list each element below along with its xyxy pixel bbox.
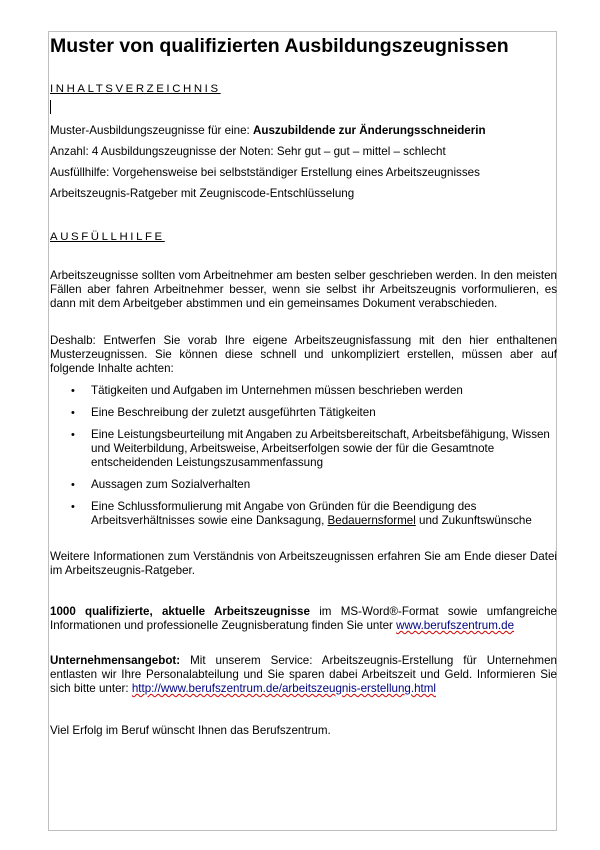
bullet-icon: • <box>71 501 75 513</box>
toc-line-1-bold: Auszubildende zur Änderungsschneiderin <box>253 124 486 137</box>
offer-paragraph: 1000 qualifizierte, aktuelle Arbeitszeugnisse im MS-Word®-Format sowie umfangreiche Informationen und professionelle Zeugnisberatung finden Sie unter www.berufszentrum.de <box>50 605 557 632</box>
bullet-icon: • <box>71 479 75 491</box>
bullet-icon: • <box>71 429 75 441</box>
bullet-icon: • <box>71 385 75 397</box>
document-title: Muster von qualifizierten Ausbildungszeugnissen <box>50 35 509 57</box>
list-item: • Eine Leistungsbeurteilung mit Angaben zu Arbeitsbereitschaft, Arbeitsbefähigung, Wissen und Weiterbildung, Arbeitsweise, Arbeitserfolgen sowie der für die Gesamtnote entscheidenden Leistungszusammenfassung <box>71 428 550 469</box>
help-paragraph-3: Weitere Informationen zum Verständnis von Arbeitszeugnissen erfahren Sie am Ende dieser Datei im Arbeitszeugnis-Ratgeber. <box>50 550 557 577</box>
list-item: • Eine Schlussformulierung mit Angabe von Gründen für die Beendigung des Arbeitsverhältnisses sowie eine Danksagung, Bedauernsformel und Zukunftswünsche <box>71 500 532 527</box>
closing-line: Viel Erfolg im Beruf wünscht Ihnen das Berufszentrum. <box>50 724 331 737</box>
toc-heading: INHALTSVERZEICHNIS <box>50 83 221 95</box>
help-paragraph-2: Deshalb: Entwerfen Sie vorab Ihre eigene Arbeitszeugnisfassung mit den hier enthaltenen Musterzeugnissen. Sie können diese schnell und unkompliziert erstellen, müssen aber auf folgende Inhalte achten: <box>50 334 557 375</box>
berufszentrum-link[interactable]: www.berufszentrum.de <box>396 619 515 632</box>
offer-bold: 1000 qualifizierte, aktuelle Arbeitszeugnisse <box>50 605 310 618</box>
bedauernsformel-link[interactable]: Bedauernsformel <box>327 514 416 527</box>
help-heading: AUSFÜLLHILFE <box>50 231 165 243</box>
toc-line-3: Ausfüllhilfe: Vorgehensweise bei selbstständiger Erstellung eines Arbeitszeugnisses <box>50 166 480 179</box>
help-paragraph-1: Arbeitszeugnisse sollten vom Arbeitnehmer am besten selber geschrieben werden. In den meisten Fällen aber fahren Arbeitnehmer besser, wenn sie selbst ihr Arbeitszeugnis vorformulieren, es dann mit dem Arbeitgeber abstimmen und ein gemeinsames Dokument verabschieden. <box>50 269 557 310</box>
company-offer-bold: Unternehmensangebot: <box>50 654 181 667</box>
toc-line-1-prefix: Muster-Ausbildungszeugnisse für eine: <box>50 124 253 137</box>
help-bullet-list <box>49 384 557 528</box>
bullet-icon: • <box>71 407 75 419</box>
arbeitszeugnis-erstellung-link[interactable]: http://www.berufszentrum.de/arbeitszeugnis-erstellung.html <box>131 682 436 695</box>
toc-line-1 <box>50 124 486 138</box>
list-item: • Eine Beschreibung der zuletzt ausgeführten Tätigkeiten <box>71 406 376 419</box>
list-item: • Tätigkeiten und Aufgaben im Unternehmen müssen beschrieben werden <box>71 384 463 397</box>
company-offer-paragraph: Unternehmensangebot: Mit unserem Service: Arbeitszeugnis-Erstellung für Unternehmen entlasten wir Ihre Personalabteilung und Sie sparen dabei Arbeitszeit und Geld. Informieren Sie sich bitte unter: http://www.berufszentrum.de/arbeitszeugnis-erstellung.html <box>50 654 557 695</box>
text-cursor <box>50 100 51 114</box>
toc-line-2: Anzahl: 4 Ausbildungszeugnisse der Noten: Sehr gut – gut – mittel – schlecht <box>50 145 446 158</box>
toc-line-4: Arbeitszeugnis-Ratgeber mit Zeugniscode-Entschlüsselung <box>50 187 355 200</box>
list-item: • Aussagen zum Sozialverhalten <box>71 478 251 491</box>
